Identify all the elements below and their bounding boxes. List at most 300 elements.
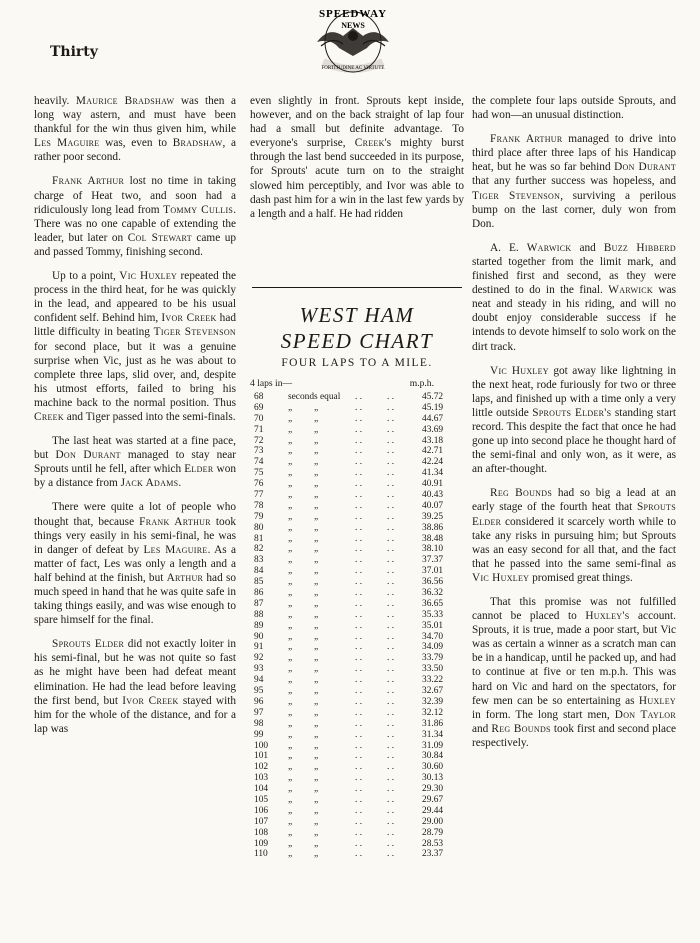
chart-row	[250, 577, 464, 588]
leader-dots: . .	[355, 577, 363, 588]
leader-dots: . .	[387, 544, 395, 555]
lap-seconds: 74	[254, 457, 264, 468]
ditto-mark: „	[314, 729, 319, 740]
chart-row	[250, 512, 464, 523]
ditto-mark: „	[288, 511, 293, 522]
rider-name: Tommy Cullis	[163, 203, 234, 216]
leader-dots: . .	[387, 424, 395, 435]
mph-value: 32.67	[422, 686, 444, 697]
chart-title-line-1: WEST HAM	[299, 303, 415, 327]
lap-seconds: 80	[254, 522, 264, 533]
lap-seconds: 95	[254, 686, 264, 697]
chart-row	[250, 414, 464, 425]
leader-dots: . .	[387, 413, 395, 424]
leader-dots: . .	[355, 424, 363, 435]
leader-dots: . .	[387, 566, 395, 577]
column-left	[34, 94, 236, 746]
ditto-mark: „	[288, 424, 293, 435]
chart-title-line-2: SPEED CHART	[280, 329, 434, 353]
lap-seconds: 70	[254, 413, 264, 424]
rider-name: Jack Adams	[120, 477, 179, 490]
ditto-mark: „	[314, 642, 319, 653]
chart-row	[250, 751, 464, 762]
rider-name: Don Durant	[614, 161, 677, 174]
leader-dots: . .	[355, 686, 363, 697]
mph-value: 35.33	[422, 609, 444, 620]
ditto-mark: „	[314, 468, 319, 479]
lap-seconds: 81	[254, 533, 264, 544]
mph-value: 30.84	[422, 751, 444, 762]
ditto-mark: „	[314, 794, 319, 805]
ditto-mark: „	[314, 555, 319, 566]
leader-dots: . .	[387, 653, 395, 664]
leader-dots: . .	[355, 696, 363, 707]
leader-dots: . .	[387, 609, 395, 620]
leader-dots: . .	[355, 849, 363, 860]
ditto-mark: „	[288, 827, 293, 838]
chart-row	[250, 762, 464, 773]
ditto-mark: „	[314, 620, 319, 631]
leader-dots: . .	[387, 511, 395, 522]
chart-subtitle: FOUR LAPS TO A MILE.	[281, 357, 433, 369]
mph-value: 41.34	[422, 468, 444, 479]
mph-value: 28.79	[422, 827, 444, 838]
leader-dots: . .	[387, 794, 395, 805]
mph-value: 29.00	[422, 816, 444, 827]
ditto-mark: „	[288, 773, 293, 784]
leader-dots: . .	[355, 522, 363, 533]
ditto-mark: „	[288, 729, 293, 740]
leader-dots: . .	[387, 686, 395, 697]
rider-name: Tiger Stevenson	[472, 189, 561, 202]
leader-dots: . .	[355, 653, 363, 664]
leader-dots: . .	[355, 620, 363, 631]
paragraph: Frank Arthur managed to drive into third place after three laps of his Handicap heat, but he was so far behind Don Durant that any further success was hopeless, and Tiger Stevenson, surviving a perilous bump on the last corner, duly won from Don.	[472, 133, 677, 230]
rider-name: Creek	[354, 137, 385, 150]
leader-dots: . .	[355, 827, 363, 838]
leader-dots: . .	[355, 555, 363, 566]
lap-seconds: 72	[254, 435, 264, 446]
ditto-mark: „	[288, 849, 293, 860]
rider-name: Sprouts Elder's	[532, 406, 612, 419]
rider-name: Les Maguire	[143, 543, 208, 556]
leader-dots: . .	[355, 566, 363, 577]
leader-dots: . .	[355, 446, 363, 457]
rider-name: Don Durant	[55, 449, 121, 462]
chart-row	[250, 828, 464, 839]
chart-row	[250, 806, 464, 817]
speed-chart-table	[250, 392, 464, 860]
chart-row	[250, 534, 464, 545]
chart-row	[250, 479, 464, 490]
leader-dots: . .	[355, 664, 363, 675]
mph-value: 42.24	[422, 457, 444, 468]
lap-seconds: 87	[254, 598, 264, 609]
ditto-mark: „	[314, 816, 319, 827]
mph-value: 28.53	[422, 838, 444, 849]
ditto-mark: „	[314, 849, 319, 860]
ditto-mark: „	[288, 653, 293, 664]
mph-value: 33.79	[422, 653, 444, 664]
ditto-mark: „	[288, 740, 293, 751]
leader-dots: . .	[387, 500, 395, 511]
chart-row	[250, 784, 464, 795]
logo-title: SPEEDWAY	[318, 8, 388, 20]
rider-name: Frank Arthur	[52, 175, 125, 188]
leader-dots: . .	[355, 740, 363, 751]
mph-value: 40.43	[422, 490, 444, 501]
column-middle	[250, 94, 464, 231]
leader-dots: . .	[387, 729, 395, 740]
leader-dots: . .	[387, 762, 395, 773]
mph-value: 34.09	[422, 642, 444, 653]
rider-name: Don Taylor	[614, 708, 676, 721]
leader-dots: . .	[355, 588, 363, 599]
rider-name: Ivor Creek	[122, 694, 179, 707]
leader-dots: . .	[387, 555, 395, 566]
chart-row	[250, 610, 464, 621]
leader-dots: . .	[387, 392, 395, 402]
lap-seconds: 101	[254, 751, 269, 762]
ditto-mark: „	[314, 544, 319, 555]
leader-dots: . .	[355, 392, 363, 402]
ditto-mark: „	[314, 588, 319, 599]
rider-name: Les Maguire	[34, 137, 100, 150]
chart-row	[250, 490, 464, 501]
paragraph: Sprouts Elder did not exactly loiter in his semi-final, but he was not quite so fast as he might have been had defeat meant elimination. He had the lead before leaving the first bend, but Ivor Creek stayed with him for the whole of the distance, and for a lap was	[34, 638, 237, 735]
paragraph: The last heat was started at a fine pace, but Don Durant managed to stay near Sprouts until he fell, after which Elder won by a distance from Jack Adams.	[34, 435, 237, 490]
leader-dots: . .	[387, 446, 395, 457]
leader-dots: . .	[355, 609, 363, 620]
ditto-mark: „	[314, 490, 319, 501]
mph-value: 31.09	[422, 740, 444, 751]
chart-row	[250, 817, 464, 828]
mph-value: 45.72	[422, 392, 444, 402]
rider-name: Warwick	[608, 284, 654, 297]
ditto-mark: „	[314, 566, 319, 577]
rider-name: Huxley's	[585, 610, 630, 623]
lap-seconds: 69	[254, 402, 264, 413]
mph-value: 33.22	[422, 675, 444, 686]
lap-seconds: 92	[254, 653, 264, 664]
mph-value: 40.07	[422, 500, 444, 511]
paragraph: Frank Arthur lost no time in taking charge of Heat two, and soon had a ridiculously long lead from Tommy Cullis. There was no one capable of extending the leader, but later on Col Stewart came up and passed Tommy, finishing second.	[34, 175, 237, 258]
leader-dots: . .	[355, 718, 363, 729]
leader-dots: . .	[355, 402, 363, 413]
lap-seconds: 94	[254, 675, 264, 686]
chart-row	[250, 566, 464, 577]
ditto-mark: „	[314, 435, 319, 446]
leader-dots: . .	[387, 718, 395, 729]
lap-seconds: 73	[254, 446, 264, 457]
lap-seconds: 96	[254, 696, 264, 707]
paragraph: even slightly in front. Sprouts kept inside, however, and on the back straight of lap four had a small but definite advantage. To everyone's surprise, Creek's mighty burst through the last bend succeeded in its purpose, for Sprouts' acute turn on to the straight slowed him perceptibly, and Ivor was able to dash past him for a win in the last few yards by a length and a half. He had ridden	[250, 95, 464, 220]
ditto-mark: „	[288, 500, 293, 511]
leader-dots: . .	[387, 577, 395, 588]
leader-dots: . .	[387, 696, 395, 707]
lap-seconds: 91	[254, 642, 264, 653]
leader-dots: . .	[387, 707, 395, 718]
ditto-mark: „	[314, 696, 319, 707]
leader-dots: . .	[387, 849, 395, 860]
leader-dots: . .	[387, 784, 395, 795]
leader-dots: . .	[387, 533, 395, 544]
rider-name: Warwick	[526, 241, 572, 254]
chart-header	[250, 378, 464, 389]
leader-dots: . .	[387, 620, 395, 631]
seconds-equal-label: seconds equal	[288, 392, 341, 402]
lap-seconds: 108	[254, 827, 269, 838]
lap-seconds: 79	[254, 511, 264, 522]
ditto-mark: „	[314, 522, 319, 533]
ditto-mark: „	[288, 468, 293, 479]
rider-name: Bradshaw	[172, 137, 223, 150]
ditto-mark: „	[314, 598, 319, 609]
leader-dots: . .	[387, 827, 395, 838]
mph-value: 44.67	[422, 413, 444, 424]
paragraph: A. E. Warwick and Buzz Hibberd started together from the limit mark, and finished first and second, as they were destined to do in the final. Warwick was neat and steady in his riding, and will no doubt enjoy considerable success if he intends to devote himself to solo work on the dirt track.	[472, 241, 676, 353]
leader-dots: . .	[355, 805, 363, 816]
divider-rule	[252, 287, 462, 288]
chart-row	[250, 697, 464, 708]
leader-dots: . .	[355, 729, 363, 740]
mph-value: 39.25	[422, 511, 444, 522]
lap-seconds: 71	[254, 424, 264, 435]
ditto-mark: „	[314, 424, 319, 435]
lap-seconds: 83	[254, 555, 264, 566]
speedway-news-logo	[297, 6, 409, 78]
ditto-mark: „	[314, 511, 319, 522]
chart-row	[250, 523, 464, 534]
lap-seconds: 105	[254, 794, 269, 805]
mph-value: 35.01	[422, 620, 444, 631]
mph-value: 32.12	[422, 707, 444, 718]
leader-dots: . .	[387, 457, 395, 468]
lap-seconds: 110	[254, 849, 268, 860]
mph-value: 38.48	[422, 533, 444, 544]
mph-value: 37.01	[422, 566, 444, 577]
column-right	[472, 94, 676, 760]
lap-seconds: 98	[254, 718, 264, 729]
ditto-mark: „	[288, 479, 293, 490]
lap-seconds: 109	[254, 838, 269, 849]
ditto-mark: „	[314, 675, 319, 686]
rider-name: Col Stewart	[127, 231, 192, 244]
rider-name: Tiger Stevenson	[153, 326, 236, 339]
leader-dots: . .	[355, 479, 363, 490]
ditto-mark: „	[314, 751, 319, 762]
ditto-mark: „	[288, 598, 293, 609]
chart-row	[250, 446, 464, 457]
leader-dots: . .	[387, 642, 395, 653]
ditto-mark: „	[314, 457, 319, 468]
ditto-mark: „	[288, 544, 293, 555]
chart-row	[250, 708, 464, 719]
leader-dots: . .	[355, 751, 363, 762]
leader-dots: . .	[387, 664, 395, 675]
lap-seconds: 84	[254, 566, 264, 577]
paragraph: Reg Bounds had so big a lead at an early stage of the fourth heat that Sprouts Elder considered it scarcely worth while to take any risks in pursuing him; but Sprouts was an easy second for all that, and the fact that he passed into the same semi-final as Vic Huxley promised great things.	[472, 487, 676, 584]
ditto-mark: „	[314, 609, 319, 620]
leader-dots: . .	[355, 631, 363, 642]
ditto-mark: „	[314, 740, 319, 751]
leader-dots: . .	[387, 479, 395, 490]
leader-dots: . .	[355, 816, 363, 827]
ditto-mark: „	[314, 827, 319, 838]
leader-dots: . .	[387, 468, 395, 479]
ditto-mark: „	[314, 533, 319, 544]
ditto-mark: „	[288, 762, 293, 773]
mph-value: 29.30	[422, 784, 444, 795]
leader-dots: . .	[387, 598, 395, 609]
lap-seconds: 86	[254, 588, 264, 599]
leader-dots: . .	[355, 533, 363, 544]
chart-row	[250, 741, 464, 752]
lap-seconds: 99	[254, 729, 264, 740]
leader-dots: . .	[387, 631, 395, 642]
page-number: Thirty	[50, 44, 98, 60]
chart-row	[250, 621, 464, 632]
ditto-mark: „	[288, 664, 293, 675]
ditto-mark: „	[288, 620, 293, 631]
ditto-mark: „	[314, 446, 319, 457]
ditto-mark: „	[288, 838, 293, 849]
mph-value: 38.86	[422, 522, 444, 533]
ditto-mark: „	[288, 566, 293, 577]
ditto-mark: „	[288, 522, 293, 533]
lap-seconds: 104	[254, 784, 269, 795]
leader-dots: . .	[387, 751, 395, 762]
rider-name: Vic Huxley	[490, 364, 549, 377]
rider-name: Ivor Creek	[161, 312, 217, 325]
lap-seconds: 90	[254, 631, 264, 642]
rider-name: Arthur	[166, 571, 204, 584]
chart-row	[250, 544, 464, 555]
leader-dots: . .	[355, 773, 363, 784]
ditto-mark: „	[314, 664, 319, 675]
mph-value: 31.86	[422, 718, 444, 729]
chart-row	[250, 588, 464, 599]
leader-dots: . .	[355, 435, 363, 446]
chart-row	[250, 403, 464, 414]
ditto-mark: „	[288, 751, 293, 762]
lap-seconds: 106	[254, 805, 269, 816]
leader-dots: . .	[355, 490, 363, 501]
mph-column-header: m.p.h.	[409, 378, 434, 389]
ditto-mark: „	[314, 631, 319, 642]
leader-dots: . .	[387, 435, 395, 446]
ditto-mark: „	[314, 577, 319, 588]
chart-row	[250, 675, 464, 686]
ditto-mark: „	[314, 773, 319, 784]
mph-value: 33.50	[422, 664, 444, 675]
leader-dots: . .	[355, 544, 363, 555]
ditto-mark: „	[288, 577, 293, 588]
chart-row	[250, 599, 464, 610]
ditto-mark: „	[288, 696, 293, 707]
leader-dots: . .	[355, 413, 363, 424]
ditto-mark: „	[288, 816, 293, 827]
mph-value: 43.18	[422, 435, 444, 446]
mph-value: 36.56	[422, 577, 444, 588]
rider-name: Elder	[184, 463, 214, 476]
chart-row	[250, 436, 464, 447]
leader-dots: . .	[355, 707, 363, 718]
lap-seconds: 100	[254, 740, 269, 751]
ditto-mark: „	[288, 413, 293, 424]
rider-name: Buzz Hibberd	[603, 241, 676, 254]
ditto-mark: „	[288, 631, 293, 642]
ditto-mark: „	[288, 686, 293, 697]
lap-seconds: 68	[254, 392, 264, 402]
leader-dots: . .	[387, 675, 395, 686]
mph-value: 30.13	[422, 773, 444, 784]
chart-row	[250, 392, 464, 403]
ditto-mark: „	[314, 653, 319, 664]
lap-seconds: 97	[254, 707, 264, 718]
chart-row	[250, 839, 464, 850]
rider-name: Sprouts Elder	[472, 501, 676, 528]
leader-dots: . .	[355, 762, 363, 773]
ditto-mark: „	[288, 435, 293, 446]
ditto-mark: „	[288, 588, 293, 599]
leader-dots: . .	[387, 773, 395, 784]
logo-motto: FORTITUDINE AC VIRTUTE	[321, 66, 385, 71]
lap-seconds: 102	[254, 762, 269, 773]
leader-dots: . .	[387, 402, 395, 413]
rider-name: Vic Huxley	[472, 571, 530, 584]
rider-name: Creek	[34, 410, 64, 423]
lap-seconds: 75	[254, 468, 264, 479]
laps-column-header: 4 laps in—	[250, 378, 293, 389]
leader-dots: . .	[355, 794, 363, 805]
ditto-mark: „	[314, 762, 319, 773]
lap-seconds: 77	[254, 490, 264, 501]
ditto-mark: „	[314, 707, 319, 718]
lap-seconds: 82	[254, 544, 264, 555]
paragraph: heavily. Maurice Bradshaw was then a long way astern, and must have been thankful for the win thus given him, while Les Maguire was, even to Bradshaw, a rather poor second.	[34, 95, 236, 164]
ditto-mark: „	[288, 784, 293, 795]
ditto-mark: „	[314, 686, 319, 697]
chart-row	[250, 642, 464, 653]
rider-name: Reg Bounds	[490, 487, 553, 500]
mph-value: 37.37	[422, 555, 444, 566]
ditto-mark: „	[288, 457, 293, 468]
mph-value: 36.32	[422, 588, 444, 599]
rider-name: Reg Bounds	[491, 722, 551, 735]
ditto-mark: „	[314, 402, 319, 413]
chart-row	[250, 501, 464, 512]
chart-row	[250, 457, 464, 468]
leader-dots: . .	[355, 598, 363, 609]
leader-dots: . .	[355, 457, 363, 468]
lap-seconds: 103	[254, 773, 269, 784]
chart-row	[250, 773, 464, 784]
ditto-mark: „	[288, 609, 293, 620]
mph-value: 31.34	[422, 729, 444, 740]
paragraph: the complete four laps outside Sprouts, and had won—an unusual distinction.	[472, 95, 676, 122]
rider-name: Vic Huxley	[119, 270, 178, 283]
chart-row	[250, 795, 464, 806]
mph-value: 40.91	[422, 479, 444, 490]
leader-dots: . .	[355, 468, 363, 479]
leader-dots: . .	[355, 838, 363, 849]
leader-dots: . .	[387, 490, 395, 501]
mph-value: 32.39	[422, 696, 444, 707]
leader-dots: . .	[355, 642, 363, 653]
ditto-mark: „	[288, 805, 293, 816]
ditto-mark: „	[288, 707, 293, 718]
